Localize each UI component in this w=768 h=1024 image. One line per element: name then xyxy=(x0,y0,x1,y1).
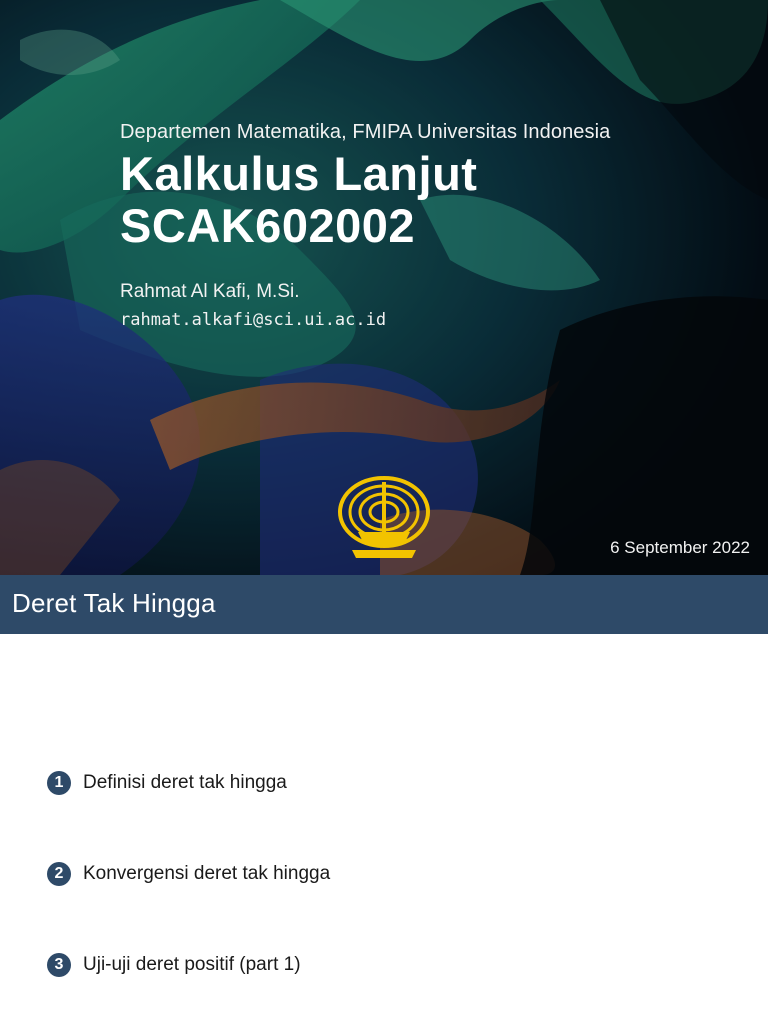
number-badge: 2 xyxy=(47,862,71,886)
outline-item-label: Konvergensi deret tak hingga xyxy=(83,863,331,884)
number-badge: 1 xyxy=(47,771,71,795)
outline-item-label: Uji-uji deret positif (part 1) xyxy=(83,954,301,975)
author-name: Rahmat Al Kafi, M.Si. xyxy=(120,281,300,302)
course-title xyxy=(120,148,477,252)
course-title-line-2: SCAK602002 xyxy=(120,199,416,252)
section-header xyxy=(0,575,768,634)
outline-item-3 xyxy=(47,950,301,980)
presentation-date: 6 September 2022 xyxy=(610,538,750,557)
outline-item-label: Definisi deret tak hingga xyxy=(83,772,287,793)
section-title: Deret Tak Hingga xyxy=(12,588,216,618)
number-badge: 3 xyxy=(47,953,71,977)
department-text: Departemen Matematika, FMIPA Universitas Indonesia xyxy=(120,121,611,143)
course-title-line-1: Kalkulus Lanjut xyxy=(120,147,478,200)
outline-item-1 xyxy=(47,768,287,798)
outline-item-2 xyxy=(47,859,330,889)
university-seal-icon xyxy=(336,472,432,564)
author-email: rahmat.alkafi@sci.ui.ac.id xyxy=(120,310,387,330)
